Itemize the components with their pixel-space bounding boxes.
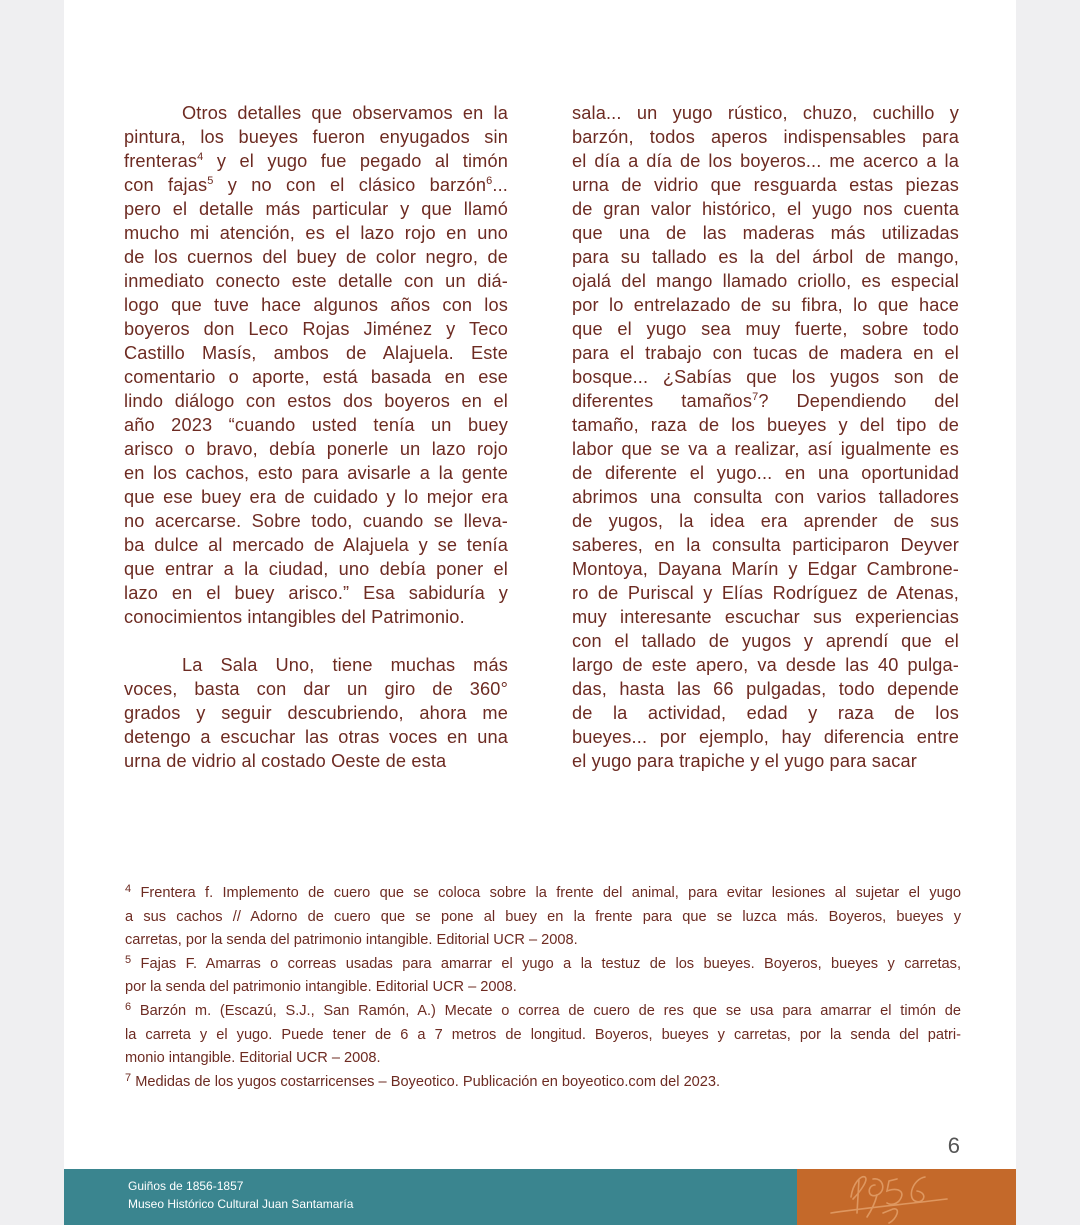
text-line: Otros detalles que observamos en la (182, 103, 508, 123)
text-line: das, hasta las 66 pulgadas, todo depende (572, 679, 959, 699)
text-fragment: Barzón m. (Escazú, S.J., San Ramón, A.) Mecate o correa de cuero de res que se usa para amarrar el timón de (139, 1002, 961, 1019)
text-line: muy interesante escuchar sus experiencias (572, 607, 959, 627)
text-line: bosque... ¿Sabías que los yugos son de (572, 367, 959, 387)
text-fragment: diferentes tamaños (572, 391, 753, 411)
footer-band (64, 1169, 797, 1225)
text-line: lindo diálogo con estos dos boyeros en el (124, 391, 508, 411)
document-page (64, 0, 1016, 1225)
text-line: que entrar a la ciudad, uno debía poner el (124, 559, 508, 579)
text-line: para el trabajo con tucas de madera en el (572, 343, 959, 363)
text-line: pintura, los bueyes fueron enyugados sin (124, 127, 508, 147)
paragraph-gap (124, 629, 508, 653)
text-line: inmediato conecto este detalle con un diá- (124, 271, 508, 291)
text-line: La Sala Uno, tiene muchas más (182, 655, 508, 675)
text-line: de la actividad, edad y raza de los (572, 703, 959, 723)
text-fragment: Fajas F. Amarras o correas usadas para amarrar el yugo a la testuz de los bueyes. Boyeros, bueyes y carretas, (140, 955, 961, 972)
text-line: Montoya, Dayana Marín y Edgar Cambrone- (572, 559, 959, 579)
footnote-ref: 6 (486, 175, 493, 187)
text-line: de los cuernos del buey de color negro, de (124, 247, 508, 267)
text-line: abrimos una consulta con varios talladores (572, 487, 959, 507)
text-line: barzón, todos aperos indispensables para (572, 127, 959, 147)
text-line: logo que tuve hace algunos años con los (124, 295, 508, 315)
text-line: con el tallado de yugos y aprendí que el (572, 631, 959, 651)
text-line: de yugos, la idea era aprender de sus (572, 511, 959, 531)
text-fragment: y no con el clásico barzón (227, 175, 487, 195)
text-line: detengo a escuchar las otras voces en una (124, 727, 508, 747)
text-line: bueyes... por ejemplo, hay diferencia entre (572, 727, 959, 747)
text-line: en los cachos, esto para avisarle a la gente (124, 463, 508, 483)
footnote-line: monio intangible. Editorial UCR – 2008. (125, 1050, 381, 1067)
text-line: saberes, en la consulta participaron Deyver (572, 535, 959, 555)
text-line: que ese buey era de cuidado y lo mejor era (124, 487, 508, 507)
page-number: 6 (947, 1133, 960, 1158)
text-line: de gran valor histórico, el yugo nos cuenta (572, 199, 959, 219)
text-fragment: con fajas (124, 175, 208, 195)
footnote-line: a sus cachos // Adorno de cuero que se pone al buey en la frente para que se luzca más. Boyeros, bueyes y (125, 908, 961, 925)
text-fragment: Medidas de los yugos costarricenses – Boyeotico. Publicación en boyeotico.com del 2023. (135, 1073, 721, 1090)
text-line: por lo entrelazado de su fibra, lo que hace (572, 295, 959, 315)
left-column (124, 101, 508, 773)
text-line: boyeros don Leco Rojas Jiménez y Teco (124, 319, 508, 339)
text-line: grados y seguir descubriendo, ahora me (124, 703, 508, 723)
text-line: que una de las maderas más utilizadas (572, 223, 959, 243)
text-line: de diferente el yugo... en una oportunidad (572, 463, 959, 483)
footnote-ref: 7 (752, 391, 759, 403)
footnote-number: 4 (125, 883, 132, 895)
text-line: ba dulce al mercado de Alajuela y se tenía (124, 535, 508, 555)
text-line: ojalá del mango llamado criollo, es especial (572, 271, 959, 291)
handwritten-years-emblem (797, 1169, 1016, 1225)
text-line: año 2023 “cuando usted tenía un buey (124, 415, 508, 435)
text-line (124, 173, 508, 197)
text-line: para su tallado es la del árbol de mango, (572, 247, 959, 267)
right-column (572, 101, 959, 773)
text-line: que el yugo sea muy fuerte, sobre todo (572, 319, 959, 339)
text-line: comentario o aporte, está basada en ese (124, 367, 508, 387)
footnote-number: 6 (125, 1000, 132, 1013)
text-line: mucho mi atención, es el lazo rojo en uno (124, 223, 508, 243)
footnote-line (125, 1000, 961, 1024)
text-line: el día a día de los boyeros... me acerco a la (572, 151, 959, 171)
text-line: labor que se va a realizar, así igualmente es (572, 439, 959, 459)
text-line: ro de Puriscal y Elías Rodríguez de Atenas, (572, 583, 959, 603)
text-line: Castillo Masís, ambos de Alajuela. Este (124, 343, 508, 363)
text-line (124, 149, 508, 173)
text-line: largo de este apero, va desde las 40 pulga- (572, 655, 959, 675)
footnote-line (125, 953, 961, 977)
text-fragment: ... (492, 175, 508, 195)
text-line: lazo en el buey arisco.” Esa sabiduría y (124, 583, 508, 603)
footnote-ref: 5 (207, 175, 214, 187)
text-line: urna de vidrio que resguarda estas piezas (572, 175, 959, 195)
text-line (572, 389, 959, 413)
text-line: pero el detalle más particular y que llamó (124, 199, 508, 219)
footnote-line: la carreta y el yugo. Puede tener de 6 a 7 metros de longitud. Boyeros, bueyes y carretas, por la senda del patri- (125, 1026, 961, 1043)
text-line: arisco o bravo, debía ponerle un lazo rojo (124, 439, 508, 459)
text-line: sala... un yugo rústico, chuzo, cuchillo y (572, 103, 959, 123)
footnote-line: por la senda del patrimonio intangible. Editorial UCR – 2008. (125, 979, 517, 996)
footnotes (125, 882, 961, 1094)
text-fragment: frenteras (124, 151, 198, 171)
footer-emblem (797, 1169, 1016, 1225)
footer-museum-name: Museo Histórico Cultural Juan Santamaría (128, 1197, 354, 1211)
text-line: tamaño, raza de los bueyes y del tipo de (572, 415, 959, 435)
text-line: no acercarse. Sobre todo, cuando se lleva- (124, 511, 508, 531)
text-fragment: Frentera f. Implemento de cuero que se coloca sobre la frente del animal, para evitar lesiones al sujetar el yugo (140, 885, 961, 901)
footnote-number: 5 (125, 953, 132, 966)
text-line: el yugo para trapiche y el yugo para sacar (572, 751, 917, 771)
footnote-line (125, 1071, 961, 1095)
text-line: voces, basta con dar un giro de 360° (124, 679, 508, 699)
footnote-line (125, 882, 961, 906)
text-line: urna de vidrio al costado Oeste de esta (124, 751, 447, 771)
text-fragment: ? Dependiendo del (758, 391, 959, 411)
text-fragment: y el yugo fue pegado al timón (216, 151, 508, 171)
footer-series-title: Guiños de 1856-1857 (128, 1179, 244, 1193)
footnote-ref: 4 (197, 151, 204, 163)
text-line: conocimientos intangibles del Patrimonio. (124, 607, 465, 627)
footnote-number: 7 (125, 1071, 132, 1084)
footnote-line: carretas, por la senda del patrimonio intangible. Editorial UCR – 2008. (125, 932, 578, 949)
